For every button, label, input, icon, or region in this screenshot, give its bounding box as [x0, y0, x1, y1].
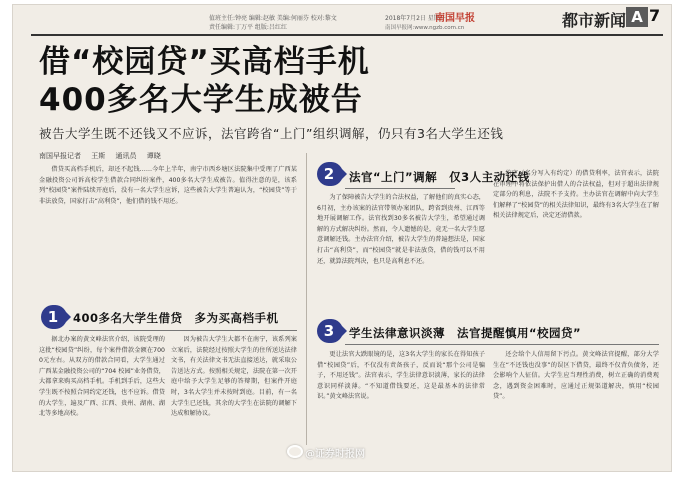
- page-number: 7: [649, 6, 661, 25]
- section-3-column-1: [317, 350, 485, 445]
- section-2-title: 法官“上门”调解 仅3人主动还钱: [349, 170, 530, 184]
- headline: [39, 43, 370, 119]
- subheadline: 被告大学生既不还钱又不应诉，法官跨省“上门”组织调解，仍只有3名大学生还钱: [39, 126, 504, 141]
- section-name: 都市新闻: [562, 11, 627, 30]
- section-2-marker: 2: [317, 162, 341, 186]
- newspaper-brand: 南国早报: [435, 13, 475, 24]
- section-3-text-2: 还会给个人信用留下污点。黄文峰法官提醒，部分大学生在“不还钱也没事”的误区下借贷，最终不仅背负债务，还会影响个人征信。大学生应当理性消费，树立正确的消费观念，遇到资金困难时，应通过正规渠道解决，慎用“校园贷”。: [493, 351, 659, 401]
- section-3-rule: [345, 344, 659, 345]
- section-3-marker: 3: [317, 319, 341, 343]
- newspaper-page: [12, 4, 672, 472]
- section-2-text-2: 约定（名分写入有约定）的借贷利率，法官表示，法院在审理中将依法保护出借人的合法权益，但对于超出法律规定部分的利息，法院不予支持。主办法官在调解中向大学生们解释了“校园贷”的相关法律知识，最终有3名大学生在了解相关法律规定后，决定还清借款。: [493, 170, 659, 220]
- byline-label: 南国早报记者: [39, 152, 81, 160]
- page-letter-badge: A: [626, 7, 648, 27]
- weibo-icon: [287, 445, 303, 458]
- byline-name: 通讯员: [115, 152, 137, 160]
- header-rule: [31, 34, 663, 36]
- headline-line-2: 400多名大学生成被告: [39, 82, 363, 118]
- section-3-column-2: [493, 350, 659, 445]
- column-divider: [306, 153, 307, 445]
- section-1-column-1: [39, 335, 165, 445]
- section-1-rule: [69, 330, 297, 331]
- section-1-marker: 1: [41, 305, 65, 329]
- section-2-column-1: [317, 193, 485, 313]
- byline-name: 谭晓: [146, 152, 161, 160]
- section-2-column-2: [493, 169, 659, 313]
- section-1-title: 400多名大学生借贷 多为买高档手机: [73, 311, 279, 325]
- header-editors: 值班主任:钟亮 编辑:赵敏 美编:何丽芬 校对:黎文: [209, 15, 337, 22]
- section-3-text-1: 更让法官大跌眼镜的是，这3名大学生的家长在得知孩子借“校园贷”后，不仅没有责备孩子，反而说“那个公司是骗子，不用还钱”。法官表示，学生法律意识淡薄，家长的法律意识同样淡薄。“不知道借钱要还，这是最基本的法律常识。”黄文峰法官说。: [317, 351, 485, 401]
- headline-line-1: 借“校园贷”买高档手机: [39, 44, 370, 80]
- section-2-rule: [345, 188, 455, 189]
- watermark: @证券时报网: [305, 449, 365, 460]
- byline-name: 王斯: [91, 152, 106, 160]
- lead-paragraph: [39, 165, 297, 275]
- section-1-column-2: [171, 335, 297, 445]
- header-url: 南国早报网:www.ngzb.com.cn: [385, 25, 465, 31]
- header-date: 2018年7月2日 星期一: [385, 15, 446, 22]
- section-1-text-2: 因为被告大学生大都不在南宁，该系列案立案后，法院经过按照大学生的住所送达法律文书，有关法律文书无法直接送达，就采取公告送达方式。按照相关规定，法院在第一次开庭中给予大学生足够的答辩期，但案件开庭时，3名大学生并未按时到庭。目前，有一名大学生已还钱，其余的大学生在法院的调解下达成和解协议。: [171, 336, 297, 418]
- section-3-title: 学生法律意识淡薄 法官提醒慎用“校园贷”: [349, 326, 582, 340]
- section-2-text-1: 为了保障被告大学生的合法权益，了解他们的真实心态，6月初，主办该案的法官带领办案团队，跨省到贵州、江西等地开展调解工作。法官找到30多名被告大学生，希望通过调解的方式解决纠纷。然而，令人遗憾的是，竟无一名大学生愿意调解还钱。主办法官介绍，被告大学生的普遍想法是，国家打击“高利贷”，而“校园贷”就是非法放贷，借的钱可以不用还，就算法院判决，也只是高利息不还。: [317, 194, 485, 265]
- lead-text: 借贷买高档手机后，却还不起钱……今年上半年，南宁市西乡塘区法院集中受理了广西某金融投资公司诉高校学生借款合同纠纷案件，400多名大学生成被告。值得注意的是，该系列“校园贷”案件陆续开庭后，没有一名大学生应诉，这些被告大学生普遍认为，“校园贷”等于非法放贷，国家打击“高利贷”，他们借的钱不用还。: [39, 166, 297, 205]
- byline: [39, 151, 169, 161]
- header-editor2: 责任编辑:丁万平 组版:吕红红: [209, 24, 287, 31]
- section-1-text-1: 据北办案的黄文峰法官介绍，该院受理的这批“校园贷”纠纷，每个案件借款金额在7000元左右。从双方的借款合同看，大学生通过广西某金融投资公司的“704 校园”业务借贷，大都拿来购买高档手机。手机到手后，这些大学生既不按照合同约定还钱，也不应诉。借贷的大学生，遍及广西、江西、贵州、湖南、湖北等多地高校。: [39, 336, 165, 418]
